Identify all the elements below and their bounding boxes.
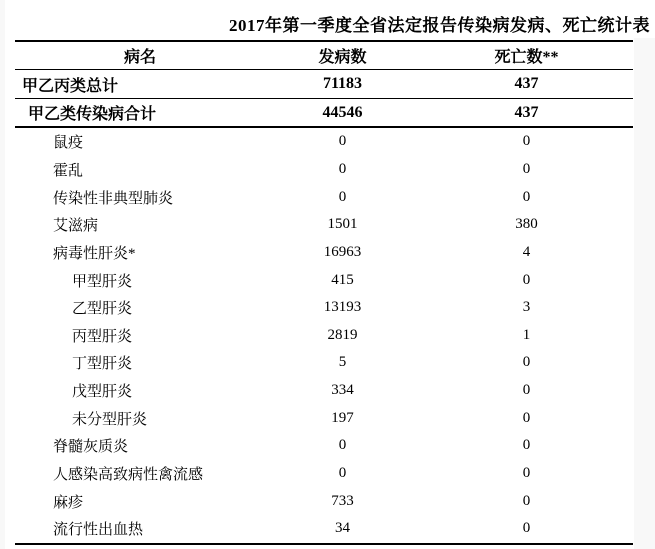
table-row <box>15 70 633 99</box>
cases-count-cell: 16963 <box>323 243 362 260</box>
cases-count-cell: 197 <box>331 409 354 426</box>
disease-name-cell: 流行性出血热 <box>53 522 144 539</box>
deaths-count-cell: 4 <box>522 243 531 260</box>
deaths-count-cell: 0 <box>522 382 531 399</box>
col-header-deaths: 死亡数** <box>494 49 559 66</box>
disease-name-cell: 麻疹 <box>53 494 84 511</box>
deaths-count-cell: 0 <box>522 354 531 371</box>
table-title: 2017年第一季度全省法定报告传染病发病、死亡统计表 <box>229 16 650 35</box>
cases-count-cell: 334 <box>331 382 354 399</box>
disease-name-cell: 丙型肝炎 <box>72 328 133 345</box>
table-row <box>15 128 633 156</box>
cases-count-cell: 34 <box>335 520 350 537</box>
table-row <box>15 321 633 349</box>
disease-name-cell: 丁型肝炎 <box>72 356 133 373</box>
table-row <box>15 377 633 405</box>
table-row <box>15 432 633 460</box>
cases-count-cell: 1501 <box>327 216 358 233</box>
table-row <box>15 460 633 488</box>
table-row <box>15 156 633 184</box>
deaths-count-cell: 1 <box>522 326 531 343</box>
deaths-count-cell: 3 <box>522 299 531 316</box>
cases-count-cell: 5 <box>338 354 347 371</box>
disease-name-cell: 传染性非典型肺炎 <box>53 190 174 207</box>
disease-name-cell: 人感染高致病性禽流感 <box>53 467 204 483</box>
cases-count-cell: 2819 <box>327 326 358 343</box>
table-row <box>15 294 633 322</box>
cases-count-cell: 415 <box>331 271 354 288</box>
table-body <box>15 70 633 543</box>
statistics-table <box>15 40 633 545</box>
cases-count-cell: 0 <box>338 188 347 205</box>
table-header-row <box>15 42 633 70</box>
disease-name-cell: 未分型肝炎 <box>72 411 148 428</box>
table-row <box>15 349 633 377</box>
cases-count-cell: 0 <box>338 133 347 150</box>
deaths-count-cell: 437 <box>514 103 539 121</box>
cases-count-cell: 733 <box>331 492 354 509</box>
table-row <box>15 211 633 239</box>
deaths-count-cell: 0 <box>522 188 531 205</box>
deaths-count-cell: 0 <box>522 492 531 509</box>
disease-name-cell: 甲型肝炎 <box>72 273 133 290</box>
deaths-count-cell: 0 <box>522 437 531 454</box>
cases-count-cell: 0 <box>338 437 347 454</box>
cases-count-cell: 13193 <box>323 299 362 316</box>
disease-name-cell: 乙型肝炎 <box>72 301 133 318</box>
deaths-count-cell: 0 <box>522 520 531 537</box>
deaths-count-cell: 437 <box>514 75 539 92</box>
deaths-count-cell: 0 <box>522 271 531 288</box>
cases-count-cell: 0 <box>338 160 347 177</box>
deaths-count-cell: 380 <box>515 216 538 233</box>
disease-name-cell: 甲乙丙类总计 <box>22 77 119 95</box>
table-row <box>15 99 633 128</box>
col-header-cases: 发病数 <box>318 49 367 66</box>
deaths-count-cell: 0 <box>522 409 531 426</box>
disease-name-cell: 戊型肝炎 <box>72 384 133 401</box>
disease-name-cell: 甲乙类传染病合计 <box>28 106 157 123</box>
table-row <box>15 266 633 294</box>
table-row <box>15 404 633 432</box>
disease-name-cell: 艾滋病 <box>53 218 99 235</box>
table-row <box>15 487 633 515</box>
cases-count-cell: 0 <box>338 465 347 481</box>
cases-count-cell: 44546 <box>322 103 363 121</box>
disease-name-cell: 脊髓灰质炎 <box>53 439 129 456</box>
disease-name-cell: 霍乱 <box>53 162 84 179</box>
table-row <box>15 515 633 543</box>
col-header-disease-name: 病名 <box>123 49 156 66</box>
disease-name-cell: 病毒性肝炎* <box>53 245 136 262</box>
table-row <box>15 183 633 211</box>
deaths-count-cell: 0 <box>522 465 531 481</box>
table-row <box>15 239 633 267</box>
disease-name-cell: 鼠疫 <box>53 135 84 152</box>
deaths-count-cell: 0 <box>522 160 531 177</box>
deaths-count-cell: 0 <box>522 133 531 150</box>
cases-count-cell: 71183 <box>322 75 363 92</box>
